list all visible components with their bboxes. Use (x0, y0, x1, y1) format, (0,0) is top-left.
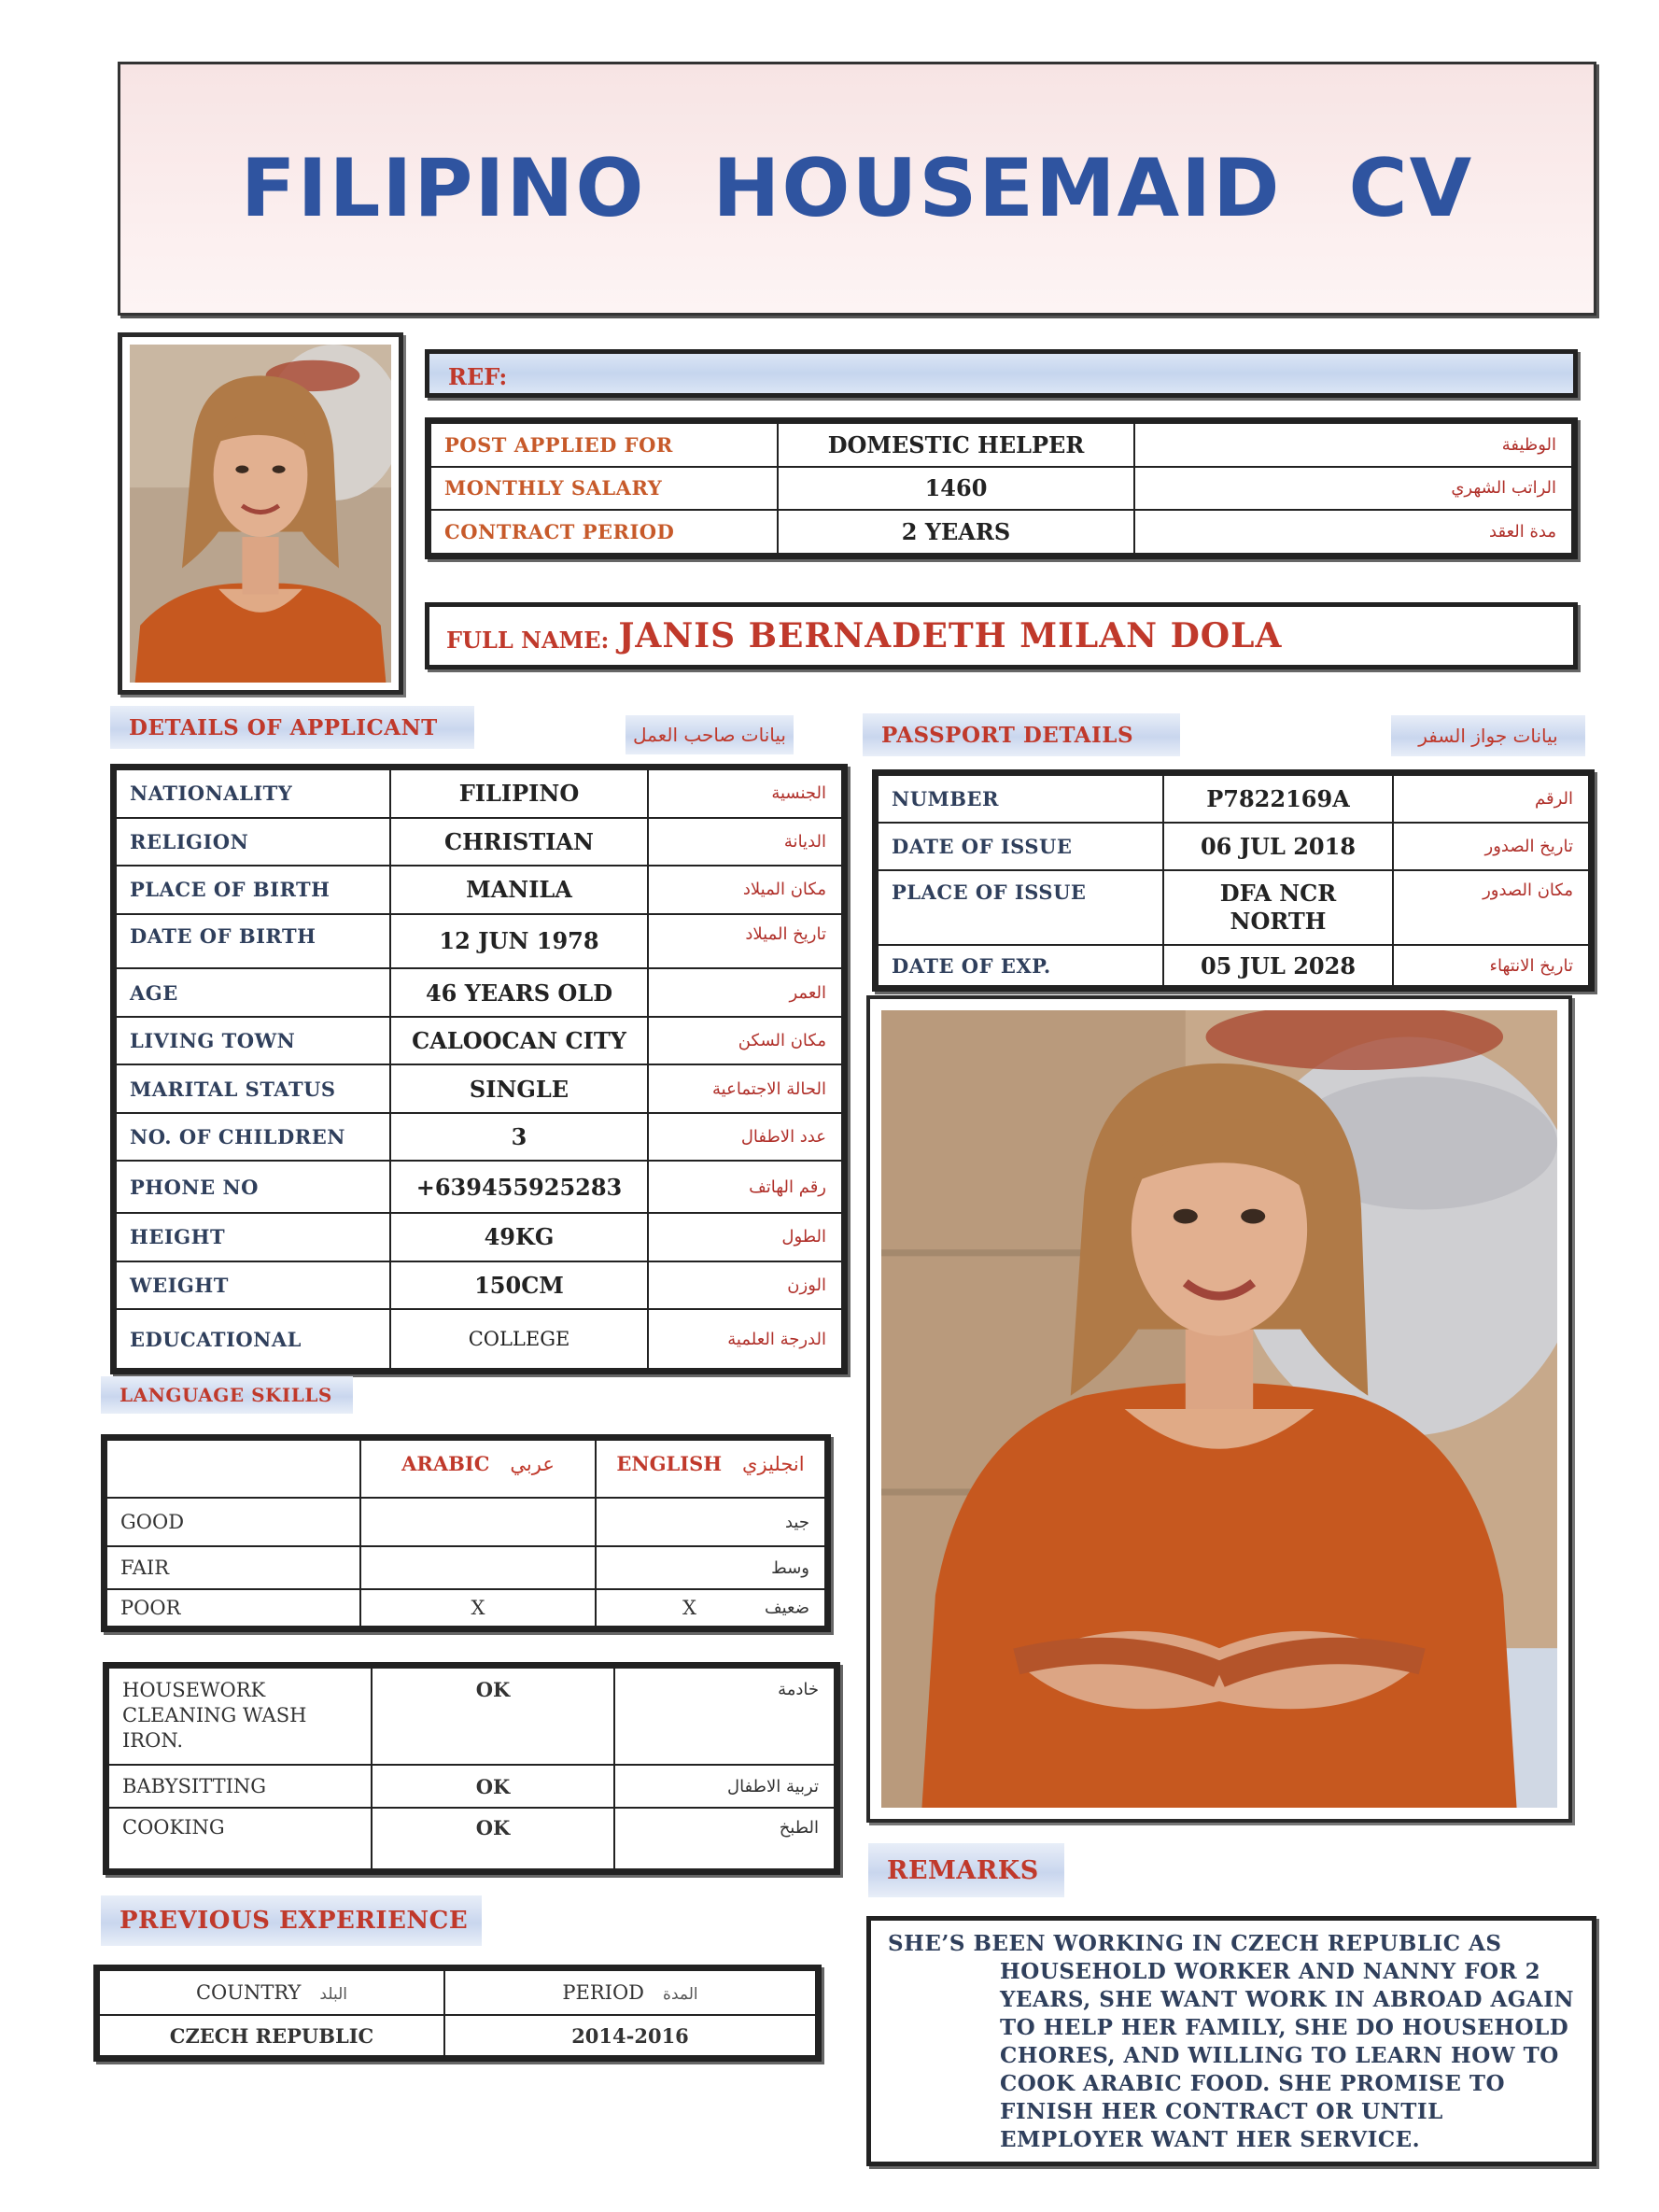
experience-title-text: PREVIOUS EXPERIENCE (120, 1907, 469, 1935)
applicant-field-value: CALOOCAN CITY (390, 1017, 648, 1065)
table-row (108, 1765, 835, 1808)
full-name-value: JANIS BERNADETH MILAN DOLA (618, 616, 1283, 655)
applicant-portrait-small (118, 332, 403, 695)
applicant-title-ar-text: بيانات صاحب العمل (633, 724, 786, 746)
table-row (116, 968, 842, 1017)
ref-bar (425, 349, 1578, 398)
cooking-value: OK (372, 1808, 614, 1869)
table-row (116, 1309, 842, 1369)
poor-english (596, 1589, 825, 1627)
issue-place-label-ar: مكان الصدور (1393, 870, 1589, 945)
post-label-ar: الوظيفة (1134, 423, 1572, 467)
expiry-date-value: 05 JUL 2028 (1163, 945, 1393, 986)
applicant-field-label-ar: تاريخ الميلاد (648, 914, 842, 969)
table-row (116, 1213, 842, 1261)
passport-number-value: P7822169A (1163, 775, 1393, 823)
housework-label-ar: خادمة (614, 1668, 835, 1765)
housework-label: HOUSEWORK CLEANING WASH IRON. (108, 1668, 372, 1765)
table-row (99, 2015, 816, 2056)
applicant-field-label: AGE (116, 968, 390, 1017)
full-body-photo (881, 1010, 1557, 1808)
language-header-blank (106, 1440, 360, 1498)
passport-title-text: PASSPORT DETAILS (881, 722, 1134, 748)
applicant-field-value: CHRISTIAN (390, 818, 648, 866)
remarks-title-text: REMARKS (887, 1855, 1039, 1885)
table-row (116, 1161, 842, 1213)
salary-label-ar: الراتب الشهري (1134, 467, 1572, 511)
table-row (106, 1498, 825, 1546)
post-label: POST APPLIED FOR (430, 423, 778, 467)
job-table (425, 417, 1578, 559)
expiry-date-label: DATE OF EXP. (878, 945, 1163, 986)
table-row (106, 1546, 825, 1589)
expiry-date-label-ar: تاريخ الانتهاء (1393, 945, 1589, 986)
salary-label: MONTHLY SALARY (430, 467, 778, 511)
remarks-first-line: SHE’S BEEN WORKING IN CZECH REPUBLIC AS (888, 1931, 1502, 1956)
applicant-section-title-ar (626, 715, 794, 754)
issue-date-label-ar: تاريخ الصدور (1393, 823, 1589, 870)
country-col-label: COUNTRY (195, 1981, 302, 2004)
table-row (106, 1440, 825, 1498)
issue-date-label: DATE OF ISSUE (878, 823, 1163, 870)
applicant-field-label-ar: الدرجة العلمية (648, 1309, 842, 1369)
applicant-field-label: HEIGHT (116, 1213, 390, 1261)
applicant-field-label: RELIGION (116, 818, 390, 866)
cooking-label: COOKING (108, 1808, 372, 1869)
applicant-field-label-ar: الطول (648, 1213, 842, 1261)
fair-label: FAIR (106, 1546, 360, 1589)
applicant-field-value: COLLEGE (390, 1309, 648, 1369)
experience-table (93, 1965, 822, 2062)
table-row (106, 1589, 825, 1627)
applicant-field-label-ar: الحالة الاجتماعية (648, 1064, 842, 1113)
poor-label-ar: ضعيف (764, 1598, 809, 1618)
issue-place-value: DFA NCR NORTH (1163, 870, 1393, 945)
fair-arabic (360, 1546, 596, 1589)
table-row (878, 823, 1589, 870)
skills-table (103, 1662, 840, 1875)
applicant-field-label: PHONE NO (116, 1161, 390, 1213)
table-row (116, 818, 842, 866)
good-label-ar: جيد (784, 1512, 809, 1532)
country-column-header (99, 1970, 444, 2015)
ref-label: REF: (448, 363, 508, 390)
applicant-field-value: 12 JUN 1978 (390, 914, 648, 969)
table-row (878, 775, 1589, 823)
applicant-field-value: 49KG (390, 1213, 648, 1261)
english-column-header (596, 1440, 825, 1498)
language-section-title (101, 1376, 353, 1414)
table-row (878, 870, 1589, 945)
applicant-field-label-ar: عدد الاطفال (648, 1113, 842, 1162)
applicant-field-label-ar: مكان الميلاد (648, 866, 842, 914)
passport-number-label: NUMBER (878, 775, 1163, 823)
applicant-field-label: NO. OF CHILDREN (116, 1113, 390, 1162)
remarks-text (871, 1921, 1592, 2163)
poor-english-mark: X (682, 1597, 696, 1619)
applicant-field-value: +639455925283 (390, 1161, 648, 1213)
applicant-field-value: 46 YEARS OLD (390, 968, 648, 1017)
post-value: DOMESTIC HELPER (778, 423, 1134, 467)
applicant-field-value: MANILA (390, 866, 648, 914)
babysitting-value: OK (372, 1765, 614, 1808)
table-row (99, 1970, 816, 2015)
experience-period: 2014-2016 (444, 2015, 816, 2056)
period-column-header (444, 1970, 816, 2015)
applicant-field-label-ar: العمر (648, 968, 842, 1017)
applicant-field-label-ar: مكان السكن (648, 1017, 842, 1065)
contract-label-ar: مدة العقد (1134, 510, 1572, 554)
experience-section-title (101, 1895, 482, 1946)
applicant-field-label-ar: رقم الهاتف (648, 1161, 842, 1213)
table-row (108, 1808, 835, 1869)
good-english (596, 1498, 825, 1546)
table-row (116, 866, 842, 914)
english-col-label: ENGLISH (616, 1452, 723, 1475)
table-row (108, 1668, 835, 1765)
applicant-field-label: MARITAL STATUS (116, 1064, 390, 1113)
page-title: FILIPINO HOUSEMAID CV (240, 142, 1474, 235)
cv-header (118, 62, 1596, 316)
babysitting-label-ar: تربية الاطفال (614, 1765, 835, 1808)
table-row (430, 423, 1572, 467)
applicant-field-value: FILIPINO (390, 769, 648, 818)
issue-place-label: PLACE OF ISSUE (878, 870, 1163, 945)
applicant-field-value: 3 (390, 1113, 648, 1162)
remarks-box (866, 1916, 1596, 2166)
poor-arabic: X (360, 1589, 596, 1627)
table-row (116, 1064, 842, 1113)
applicant-field-value: 150CM (390, 1261, 648, 1310)
english-col-label-ar: انجليزي (742, 1453, 805, 1475)
period-col-label-ar: المدة (663, 1985, 698, 2004)
fair-label-ar: وسط (771, 1557, 809, 1578)
applicant-field-label: WEIGHT (116, 1261, 390, 1310)
full-name-label: FULL NAME: (446, 626, 610, 654)
full-name-box (425, 602, 1578, 669)
table-row (116, 1113, 842, 1162)
language-table (101, 1434, 831, 1632)
contract-value: 2 YEARS (778, 510, 1134, 554)
table-row (116, 1261, 842, 1310)
applicant-field-value: SINGLE (390, 1064, 648, 1113)
portrait-photo (130, 345, 391, 683)
remarks-body: HOUSEHOLD WORKER AND NANNY FOR 2 YEARS, SHE WANT WORK IN ABROAD AGAIN TO HELP HER FAMILY, SHE DO HOUSEHOLD CHORES, AND WILLING TO LEARN HOW TO COOK ARABIC FOOD. SHE PROMISE TO FINISH HER CONTRACT OR UNTIL EMPLOYER WANT HER SERVICE. (1000, 1959, 1575, 2152)
arabic-col-label-ar: عربي (510, 1453, 555, 1475)
applicant-section-title (110, 706, 474, 749)
applicant-field-label: DATE OF BIRTH (116, 914, 390, 969)
passport-section-title (863, 713, 1180, 756)
applicant-portrait-large (866, 995, 1572, 1823)
remarks-section-title (868, 1843, 1064, 1897)
applicant-field-label-ar: الوزن (648, 1261, 842, 1310)
poor-label: POOR (106, 1589, 360, 1627)
passport-table (872, 769, 1595, 992)
country-col-label-ar: البلد (319, 1985, 348, 2004)
applicant-field-label: EDUCATIONAL (116, 1309, 390, 1369)
applicant-field-label-ar: الجنسية (648, 769, 842, 818)
applicant-field-label: LIVING TOWN (116, 1017, 390, 1065)
period-col-label: PERIOD (562, 1981, 645, 2004)
language-title-text: LANGUAGE SKILLS (120, 1384, 332, 1406)
table-row (116, 769, 842, 818)
fair-english (596, 1546, 825, 1589)
cooking-label-ar: الطبخ (614, 1808, 835, 1869)
table-row (430, 510, 1572, 554)
applicant-table (110, 764, 848, 1374)
applicant-title-text: DETAILS OF APPLICANT (129, 714, 438, 740)
good-label: GOOD (106, 1498, 360, 1546)
applicant-field-label: NATIONALITY (116, 769, 390, 818)
table-row (430, 467, 1572, 511)
contract-label: CONTRACT PERIOD (430, 510, 778, 554)
table-row (878, 945, 1589, 986)
arabic-column-header (360, 1440, 596, 1498)
table-row (116, 914, 842, 969)
issue-date-value: 06 JUL 2018 (1163, 823, 1393, 870)
experience-country: CZECH REPUBLIC (99, 2015, 444, 2056)
passport-title-ar-text: بيانات جواز السفر (1418, 725, 1558, 747)
passport-section-title-ar (1391, 715, 1585, 756)
applicant-field-label: PLACE OF BIRTH (116, 866, 390, 914)
passport-number-label-ar: الرقم (1393, 775, 1589, 823)
good-arabic (360, 1498, 596, 1546)
applicant-field-label-ar: الديانة (648, 818, 842, 866)
table-row (116, 1017, 842, 1065)
salary-value: 1460 (778, 467, 1134, 511)
arabic-col-label: ARABIC (401, 1452, 490, 1475)
babysitting-label: BABYSITTING (108, 1765, 372, 1808)
housework-value: OK (372, 1668, 614, 1765)
